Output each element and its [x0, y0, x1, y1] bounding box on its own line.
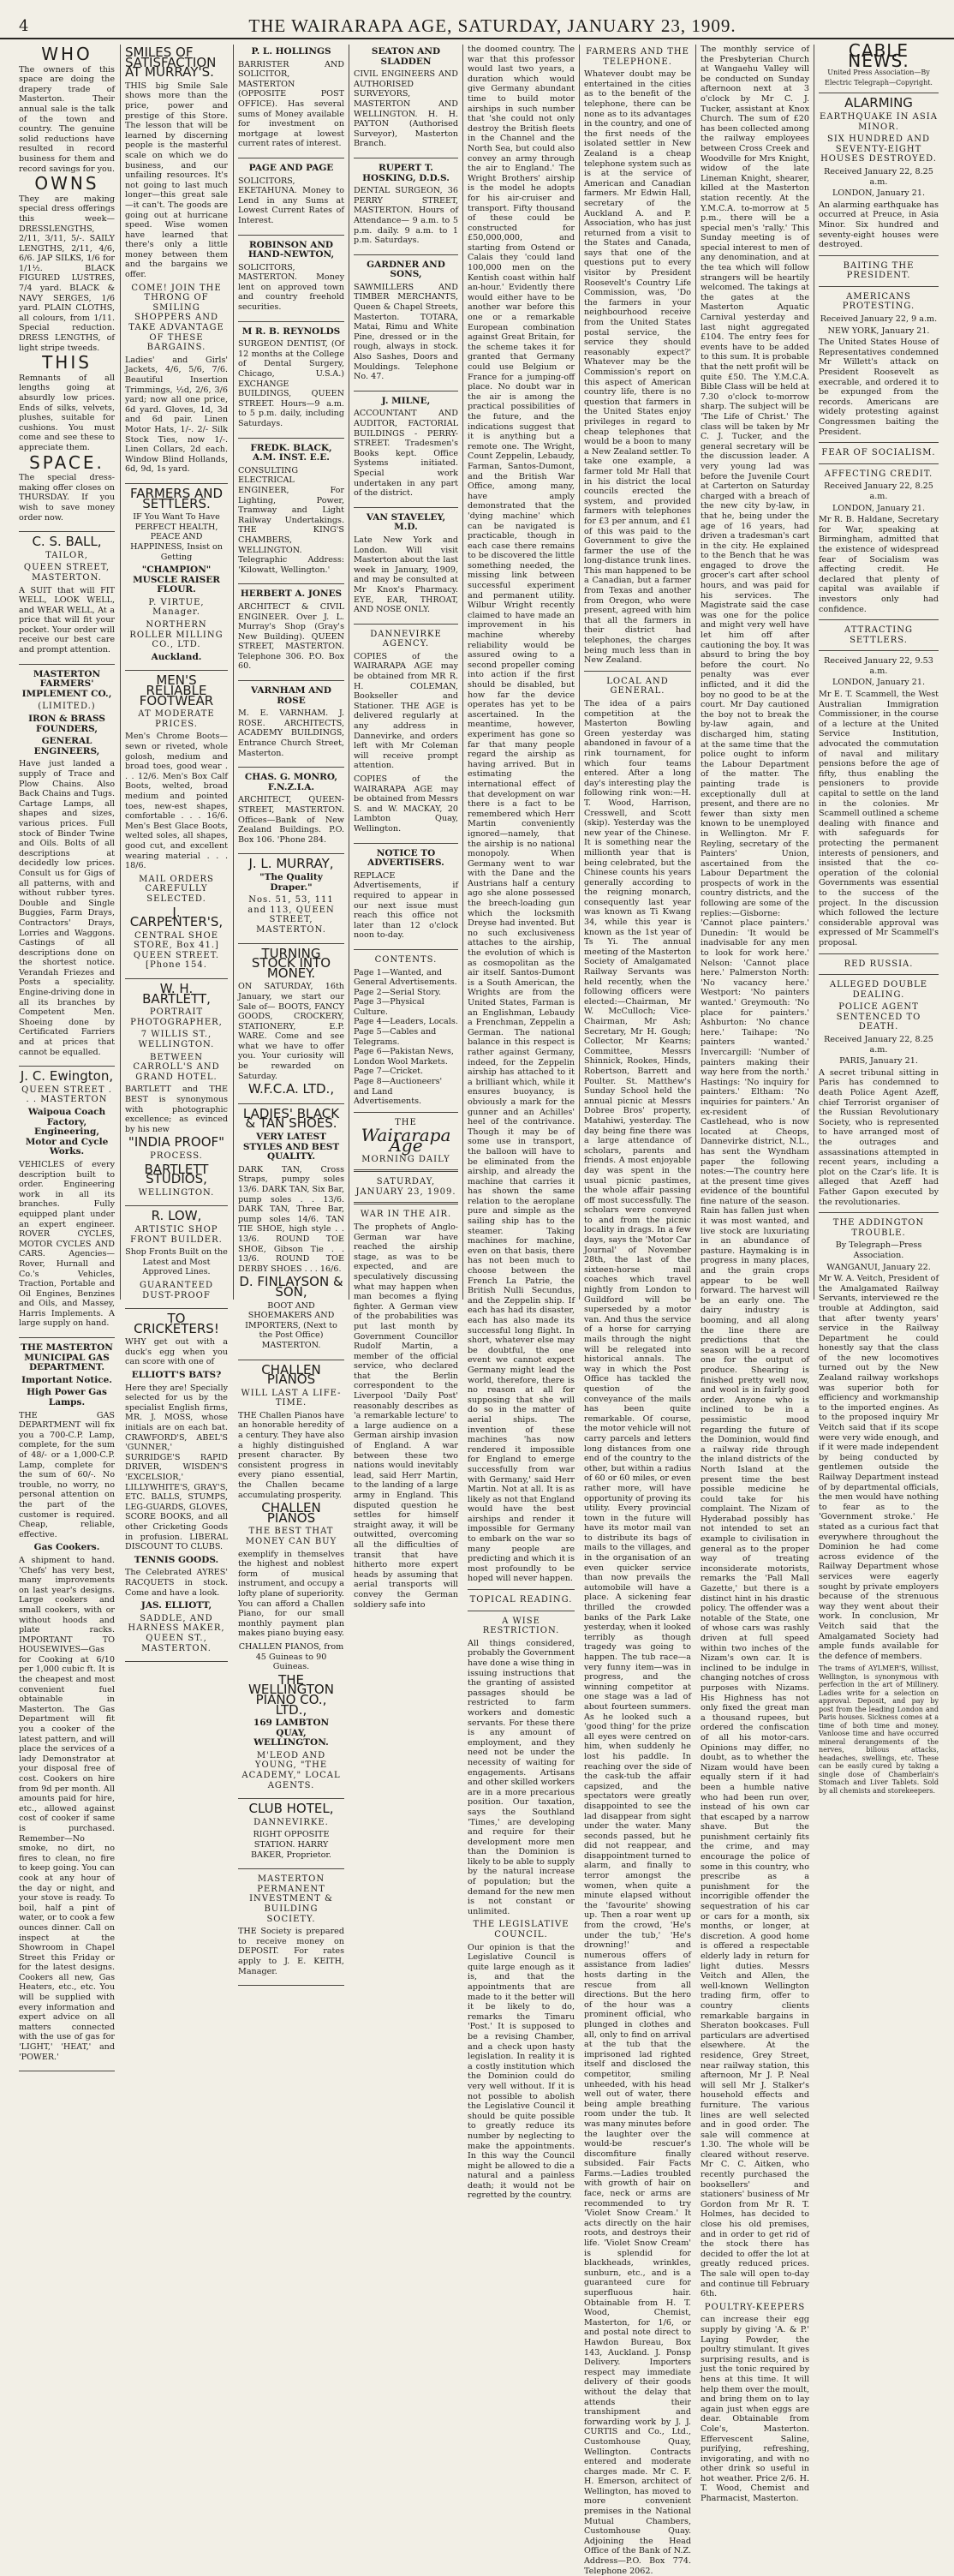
advert-note: MAIL ORDERS CAREFULLY SELECTED. [139, 874, 214, 904]
advert-note: GUARANTEED DUST-PROOF [139, 1280, 214, 1300]
dentist-advert [238, 327, 344, 439]
article-text: An alarming earthquake has occurred at Preuce, in Asia Minor. Six hundred and seventy-eight houses were destroyed. [819, 200, 939, 250]
editorial-nameplate [354, 1118, 458, 1205]
dateline: LONDON, January 21. [832, 188, 926, 199]
headline: SPACE. [29, 451, 104, 473]
advert-text: The Celebrated AYRES' RACQUETS in stock. Come and have a look. [125, 1568, 228, 1598]
subheading: POLICE AGENT SENTENCED TO DEATH. [836, 1002, 921, 1032]
piano-advert [238, 1361, 344, 1800]
headline: MEN'S RELIABLE FOOTWEAR [139, 672, 214, 708]
advertiser-name: THE MASTERTON MUNICIPAL GAS DEPARTMENT. [21, 1342, 113, 1373]
advertiser-name: W.F.C.A. LTD., [247, 1081, 335, 1097]
subheading: VERY LATEST STYLES AND BEST QUALITY. [242, 1132, 340, 1162]
advertiser-name: R. LOW, [151, 1208, 202, 1224]
agency-notice [354, 630, 458, 844]
advertiser-address: Nos. 51, 53, 111 and 113, QUEEN STREET, MASTERTON. [247, 895, 335, 935]
article-text: Mr E. T. Scammell, the West Australian Immigration Commissioner, in the course of a lecture at the United Service Institution, advocated the commutation of naval and military pensions before the age of fifty, thus enabling the pensioners to provide capital to settle on the land in the colonies. Mr Scammell outlined a scheme dealing with finance and with safeguards for protecting the permanent interests of pensioners, and insisted that the co-operation of the colonial Governments was essential to the success of the project. In the discussion which followed the lecture considerable approval was expressed of Mr Scammell's proposal. [819, 690, 939, 947]
advertiser-trade: PORTRAIT PHOTOGRAPHER, [130, 1007, 223, 1027]
architect-advert [238, 589, 344, 681]
flour-advert [125, 485, 228, 672]
column-rule [579, 45, 580, 1300]
advert-text: Here they are! Specially selected for us by the specialist English firms, MR. J. MOSS, whose initials are on each bat. CRAWFORD'S, ABEL'S 'GUNNER,' SURRIDGE'S RAPID DRIVER, WISDEN'S 'EXCELSIOR,' LILLYWHITE'S, GRAY'S, ETC. BALLS, STUMPS, LEG-GUARDS, GLOVES, SCORE BOOKS, and all other Cricketing Goods in profusion. LIBERAL DISCOUNT TO CLUBS. [125, 1383, 228, 1552]
advertiser-address: QUEEN STREET, MASTERTON. [23, 563, 110, 583]
headline: WHO [41, 44, 92, 64]
hotel-advert [238, 1801, 344, 1869]
subheading: PROCESS. [150, 1151, 203, 1161]
advert-text: exemplify in themselves the highest and noblest form of musical instrument, and occupy a lofty plane of superiority. You can afford a Challen Piano, for our small monthly payment plan makes piano buying easy. [238, 1549, 344, 1639]
advert-text: CIVIL ENGINEERS AND AUTHORISED SURVEYORS, MASTERTON AND WELLINGTON. H. H. PAYTON (Authorised Surveyor), Masterton Branch. [354, 69, 458, 149]
article-text: The United States House of Representatives condemned Mr Willett's attack on President Roosevelt as execrable, and ordered it to be expunged from the records. Americans are widely protesting against Congressmen baiting the President. [819, 338, 939, 437]
advert-text: ON SATURDAY, 16th January, we start our Sale of— BOOTS, FANCY GOODS, CROCKERY, STATIONERY, E.P. WARE. Come and see what we have to offer you. Your curiosity will be rewarded on Saturday. [238, 982, 344, 1081]
article-text: All things considered, probably the Government have done a wise thing in issuing instructions that the granting of assisted passages should be restricted to farm workers and domestic servants. For these there is any amount of employment, and they need not be under the necessity of waiting for engagements. Artisans and other skilled workers are in a more precarious position. Our taxation, says the Southland 'Times,' are developing and require for their development more men than the Dominion is likely to be able to supply by the natural increase of population; but the demand for the new men is not constant or unlimited. [468, 1638, 575, 1916]
advert-text: SOLICITORS, EKETAHUNA. Money to Lend in any Sums at Lowest Current Rates of Interest. [238, 176, 344, 225]
advert-text: SURGEON DENTIST, (Of 12 months at the College of Dental Surgery, Chicago, U.S.A.) EXCHANGE BUILDINGS, QUEEN STREET. Hours—9 a.m. to 5 p.m. daily, including Saturdays. [238, 339, 344, 428]
tailor-advert [19, 534, 115, 665]
subheading: Gas Cookers. [33, 1542, 100, 1553]
article-text: Mr W. A. Veitch, President of the Amalgamated Railway Servants, interviewed re the trouble at Addington, said that after twenty years' service in the Railway Department he could honestly say that the class of the new locomotives turned out by the New Zealand railway workshops was superior both for efficiency and workmanship to the imported engines. As to the proposed inquiry Mr Veitch said that if its scope were very wide enough, and if it were made independent by being conducted by gentlemen outside the Railway Department instead of by departmental officials, the men would have nothing to fear as to the 'Government stroke.' He stated as a curious fact that everywhere throughout the Dominion he had come across evidence of the Railway Department whose services were eagerly sought by private employers because of the strenuous way they went about their work. In conclusion, Mr Veitch said that the Amalgamated Society had ample funds available for the defence of members. [819, 1274, 939, 1661]
advert-text: M. E. VARNHAM. J. ROSE. ARCHITECTS, ACADEMY BUILDINGS, Entrance Church Street, Masterton. [238, 708, 344, 758]
nameplate-the: THE [395, 1117, 417, 1127]
advertiser-name: MASTERTON FARMERS' IMPLEMENT CO., [21, 668, 112, 699]
solicitor-advert [238, 241, 344, 322]
advertiser-name: VAN STAVELEY, M.D. [366, 511, 446, 533]
advert-text: CHALLEN PIANOS, from 45 Guineas to 90 Guineas. [238, 1641, 344, 1672]
advert-text: CONSULTING ELECTRICAL ENGINEER, For Lighting, Power, Tramway and Light Railway Undertakings. THE KING'S CHAMBERS, WELLINGTON. Telegraphic Address: 'Kilowatt, Wellington.' [238, 465, 344, 575]
solicitor-advert [238, 164, 344, 236]
advertisers-notice [354, 849, 458, 950]
agents: M'LEOD AND YOUNG, "THE ACADEMY," LOCAL AGENTS. [241, 1750, 341, 1790]
studio-name: BARTLETT STUDIOS, [144, 1161, 209, 1187]
advertiser-name: CLUB HOTEL, [248, 1801, 334, 1817]
article-text: Whatever doubt may be entertained in the cities as to the benefit of the telephone, there can be none as to its advantages in the country, and one of the first needs of the isolated settler in New Zealand is a cheap telephone system such as is at the service of American and Canadian farmers. Mr Edwin Hall, secretary of the Auckland A. and P. Association, who has just returned from a visit to the States and Canada, says that one of the questions put to every visitor by President Roosevelt's Country Life Commission, was, 'Do the farmers in your neighbourhood receive from the United States postal service, the service they should reasonably expect?' Whatever may be the Commission's report on this aspect of American country life, there is no question that farmers in the United States enjoy privileges in regard to cheap telephones that would be a boon to many a New Zealand settler. To take one example, a farmer told Mr Hall that in his district the local councils erected the system, and provided farmers with telephones for £3 per annum, and £1 of this was paid to the Government to give the farmer the use of the long-distance trunk lines. This man happened to be a Canadian, but a farmer from Texas and another from Oregon, who were present, agreed with him that all the farmers in their district had telephones, the charges being much less than in New Zealand. [584, 69, 691, 666]
column-8 [819, 40, 939, 1795]
advertiser-name: GARDNER AND SONS, [367, 259, 445, 280]
advertiser-trade: GENERAL ENGINEERS, [33, 736, 100, 756]
notice-title: NOTICE TO ADVERTISERS. [367, 847, 444, 869]
nameplate: Wairarapa Age [361, 1125, 451, 1156]
advertiser-name: VARNHAM AND ROSE [251, 685, 331, 706]
advertiser-trade: ARTISTIC SHOP FRONT BUILDER. [130, 1224, 223, 1245]
advertiser-address: BETWEEN CARROLL'S AND GRAND HOTEL. [133, 1052, 220, 1082]
headline: OWNS [34, 173, 99, 194]
advertiser-name: ROBINSON AND HAND-NEWTON, [247, 239, 335, 260]
advert-text: SAWMILLERS AND TIMBER MERCHANTS, Queen & Chapel Streets, Masterton. TOTARA, Matai, Rimu and White Pine, dressed or in the rough, always in stock. Also Sashes, Doors and Mouldings. Telephone No. 47. [354, 282, 458, 382]
advert-text: RIGHT OPPOSITE STATION. HARRY BAKER, Proprietor. [251, 1830, 331, 1860]
page-number: 4 [19, 17, 29, 35]
advertiser-name: P. L. HOLLINGS [251, 46, 331, 57]
place: WELLINGTON. [138, 1187, 215, 1198]
advertiser-name: THE WELLINGTON PIANO CO., LTD., [248, 1671, 334, 1718]
subheading: WILL LAST A LIFE-TIME. [241, 1388, 342, 1408]
column-rule [462, 45, 463, 1300]
sale-advert [238, 945, 344, 1104]
shop-front-advert [125, 1208, 228, 1309]
advertiser-name: J. L. MURRAY, [248, 856, 334, 872]
notice-text: COPIES of the WAIRARAPA AGE may be obtained from MR R. H. COLEMAN, Bookseller and Stationer. THE AGE is delivered regularly at any address in Dannevirke, and orders left with Mr Coleman will receive prompt attention. [354, 651, 458, 771]
product-name: "CHAMPION" MUSCLE RAISER FLOUR. [133, 565, 220, 595]
headline: CHALLEN PIANOS [261, 1500, 321, 1526]
cricket-advert [125, 1311, 228, 1662]
column-4 [354, 45, 458, 1610]
advert-text: They are making special dress offerings this week— DRESSLENGTHS, 2/11, 3/11, 5/-. SAILY LENGTHS, 2/11, 4/6, 6/6. JAP SILKS, 1/6 for 1/1½. BLACK FIGURED LUSTRES, 7/4 yard. BLACK & NAVY SERGES, 1/6 yard. PLAIN CLOTHS, all colours, from 1/11. Special reduction. DRESS LENGTHS, of light stripe tweeds. [19, 194, 115, 353]
article-text: the doomed country. The war that this professor would last two years, a duration which would give Germany abundant time to build motor airships in such number that 'she could not only destroy the British fleets in the Channel and the North Sea, but could also convey an army through the air to England.' The Wright Brothers' airship is the model he adopts for his air-cruiser and transport. Fifty thousand of these could be constructed for £50,000,000, and starting from Ostend or Calais they 'could land 100,000 men on the Kentish coast within half an-hour.' Evidently there would either have to be another war before this one or a remarkable European combination against Great Britain, for the scheme takes it for granted that Germany could use Belgium or France for a jumping-off place. No doubt war in the air is among the practical possibilities of the future, and the indications suggest that it is anything but a remote one. The Wright, Count Zeppelin, Lebaudy, Farman, Santos-Dumont, and the British War Office, among many, have amply demonstrated that the 'dying machine' which can be navigated is practicable, though in each case there remains to be discovered the little something needed, the missing link between successful experiment and permanent utility. Wilbur Wright recently claimed to have made an improvement in his machine whereby reliability would be assured owing to a second propeller coming into action if the first should be disabled, but how far the device operates has yet to be ascertained. In the meantime, however, experiment has gone so far that many people regard the airship as having arrived. But in estimating the international effect of that development on war there is a fact to be remembered which Herr Martin conveniently ignored—namely, that the airship is no national monopoly. When Germany went to war with the Dane and the Austrians half a century ago she alone possessed the breech-loading gun which the locksmith Dreyse had invented. But no such exclusiveness attaches to the airship, the evolution of which is as cosmopolitan as the air itself. Santos-Dumont is a South American, the Wrights are from the United States, Farman is an Englishman, Lebaudy a Frenchman, Zeppelin a German. The national balance in this respect is rather against Germany, indeed, for the Zeppelin airship has attached to it a brilliant which, while it ensures buoyancy, is obviously a mark for the gunner and an Achilles' heel of the contrivance. Though it may be of some use in transport, the balloon will have to be eliminated from the airship, and already the machine that carries it has shown the same relation to the aeroplane pure and simple as the sailing ship has to the steamer. Taking machines for machine, even on that basis, there has not been much to choose between the French La Patrie, the British Nulli Secundus, and the Zeppelin ship. If each has had its disaster, each has also made its successful long flight. In short, whatever else may be doubtful, the one event we cannot expect Germany might lead the world, therefore, there is no reason at all for supposing that she will do so in the matter of aerial ships. The invention of these machines 'has now rendered it impossible for England to emerge successfully from war with Germany,' said Herr Martin. Not at all. It is as likely as not that England would have the best airships and render it impossible for Germany to embark on the war so many people are predicting and which it is most profoundly to be hoped will never happen. [468, 45, 575, 1584]
gas-advert [19, 1343, 115, 2071]
subheading: POULTRY-KEEPERS [704, 2302, 806, 2312]
architect-advert [238, 686, 344, 768]
advert-text: The special dress-making offer closes on THURSDAY. If you wish to save money order now. [19, 473, 115, 523]
contents-item: Page 4—Leaders, Locals. [354, 1017, 458, 1027]
advert-text: BOOT AND SHOEMAKERS AND IMPORTERS, (Next to the Post Office) MASTERTON. [245, 1300, 337, 1350]
advertiser-name: HERBERT A. JONES [240, 589, 343, 600]
contents-box [354, 955, 458, 1113]
nameplate-sub: MORNING DAILY [361, 1154, 450, 1164]
headline: BAITING THE PRESIDENT. [843, 260, 915, 281]
advert-text: WHY get out with a duck's egg when you can score with one of [125, 1337, 228, 1367]
footwear-advert [125, 672, 228, 979]
advert-text: SOLICITORS, MASTERTON. Money lent on approved town and country freehold securities. [238, 262, 344, 313]
accountant-advert [354, 397, 458, 508]
drapery-advert [19, 44, 116, 532]
dateline: PARIS, January 21. [839, 1056, 918, 1067]
received-line: Received January 22, 9.53 a.m. [824, 656, 933, 676]
advert-text: Have just landed a supply of Trace and Plow Chains. Also Back Chains and Tugs. Cartage Lamps, all shapes and sizes, various prices. Full stock of Binder Twine and Oils. Bolts of all descriptions at decidedly low prices. Consult us for Gigs of all patterns, with and without rubber tyres. Double and Single Buggies, Farm Drays, Contractors' Drays, Lorries and Waggons. Castings of all descriptions done on the shortest notice. Verandah Friezes and Posts a speciality. Engine-driving done in all its branches by Competent Men. Shoeing done by Certificated Farriers and at prices that cannot be equalled. [19, 759, 115, 1057]
column-1 [19, 44, 116, 2062]
advert-text: THIS big Smile Sale shows more than the price, power and prestige of this Store. The lesson that will be learned by discerning people is the masterful scale on which we do business, and our unfailing resources. It's not going to last much longer—this great sale—it can't. The goods are going out at hurricane speed. Wise women have learned that there's only a little money between them and the bargains we offer. [125, 81, 228, 280]
contents-item: Page 1—Wanted, and General Advertisements. [354, 967, 457, 988]
murray-advert [125, 45, 228, 484]
headline: SMILES OF SATISFACTION AT MURRAY'S. [125, 45, 217, 81]
advert-text: DENTAL SURGEON, 36 PERRY STREET, MASTERTON. Hours of Attendance— 9 a.m. to 5 p.m. daily. 9 a.m. to 1 p.m. Saturdays. [354, 186, 458, 246]
place: Auckland. [151, 651, 202, 662]
advertiser-trade: TAILOR, [45, 550, 88, 560]
dateline: LONDON, January 21. [832, 503, 926, 513]
shoe-advert [238, 1105, 344, 1360]
contents-item: Page 2—Serial Story. [354, 987, 442, 997]
sawmill-advert [354, 260, 458, 391]
section-title: CABLE NEWS. [848, 40, 909, 71]
contents-item: Page 3—Physical Culture. [354, 997, 425, 1017]
dentist-advert [354, 164, 458, 255]
headline: EARTHQUAKE IN ASIA MINOR. [820, 111, 938, 132]
advertiser-name: C. S. BALL, [32, 534, 102, 550]
solicitor-advert [238, 47, 344, 158]
draper-advert [238, 856, 344, 943]
headline: FEAR OF SOCIALISM. [821, 448, 936, 458]
society-advert [238, 1874, 344, 1986]
subheading: Important Notice. [21, 1374, 112, 1385]
subheading: High Power Gas Lamps. [27, 1387, 107, 1408]
advert-text: ACCOUNTANT AND AUDITOR, FACTORIAL BUILDINGS - PERRY-STREET. Tradesmen's Books kept. Office Systems initiated. Special work undertaken in any part of the district. [354, 409, 458, 499]
advert-text: THE Society is prepared to receive money on DEPOSIT. For rates apply to J. E. KEITH, Manager. [238, 1927, 344, 1976]
article-text: Mr R. B. Haldane, Secretary for War, speaking at Birmingham, admitted that the existence of widespread fear of Socialism was affecting credit. He declared that plenty of capital was available if investors only had confidence. [819, 515, 939, 614]
advert-text: Late New York and London. Will visit Masterton about the last week in January, 1909, and may be consulted at Mr Knox's Pharmacy. EYE, EAR, THROAT, AND NOSE ONLY. [354, 535, 458, 615]
advert-text: BARTLETT and THE BEST is synonymous with photographic excellence; as evinced by his new [125, 1085, 228, 1134]
advert-text: The trams of AYLMER'S, Willisst, Wellington, is synonymous with perfection in the art of Millinery. Ladies write for a selection on approval. Deposit, and pay by post from the leading London and Paris houses. Sickness comes at a time of both time and money. Vanloose time and have occurred mineral derangements of the nerves, bilious attacks, headaches, swellings, etc. These can be easily cured by taking a single dose of Chamberlain's Stomach and Liver Tablets. Sold by all chemists and storekeepers. [819, 1665, 939, 1795]
advertiser-address: QUEEN STREET . . . MASTERTON [21, 1085, 112, 1105]
headline: TO CRICKETERS! [134, 1311, 219, 1336]
advertiser-name: J. C. Ewington, [20, 1068, 114, 1085]
article-title: FARMERS AND THE TELEPHONE. [586, 47, 689, 67]
article-text: The monthly service of the Presbyterian Church at Wangaehu Valley will be conducted on Sunday afternoon next at 3 o'clock by Mr C. J. Tucker, assistant at Knox Church. The sum of £20 has been collected among the railway employees between Cross Creek and Woodville for Mrs Knight, widow of the late Lineman Knight, shearer, killed at the Masterton station recently. At the Y.M.C.A. to-morrow at 5 p.m., there will be a special men's 'rally.' This Sunday meeting is of special interest to men of any denomination, and at the tea which will follow strangers will be heartily welcomed. The takings at the gates at the Masterton Aquatic Carnival yesterday and last night aggregated £104. The entry fees for events have to be added to this sum. It is probable that the nett profit will be quite £50. The Y.M.C.A. Bible Class will be held at 7.30 o'clock to-morrow sharp. The subject will be 'The Life of Christ.' The class will be taken by Mr C. J. Tucker, and the general secretary will be the discussion leader. A very young lad was before the Juvenile Court at Carterton on Saturday charged with a breach of the new city by-law, in that he, being under the age of 16 years, had driven a tradesman's cart in the city. He explained to the Bench that he was engaged to drove the grocer's cart after school hours, and was paid for his services. The Magistrate said the case was one for the police and might very well have let him off after cautioning the boy. It was absurd to bring the boy before the court. No penalty was ever inflicted, and it did the boy no good to be at the court. Mr Day cautioned the boy not to break the by-law again, and discharged him, stating at the same time that the police ought to inform the Labour Department of the matter. The painting trade is exceptionally dull at present, and there are no fewer than sixty men known to be unemployed in Wellington. Mr F. Reyling, secretary of the Painters' Union, ascertained from the Labour Department the prospects of work in the country districts, and the following are some of the replies:—Gisborne: 'Cannot place painters.' Dunedin: 'It would be inadvisable for any men to look for work here.' Nelson: 'Cannot place here.' Palmerston North: 'No vacancy here.' Westport: 'No painters wanted.' Greymouth: 'No place for painters.' Ashburton: 'No chance here.' Taihape: 'No painters wanted.' Invercargill: 'Number of painters making their way here from the north.' Hastings: 'No inquiry for painters.' Eltham: 'No inquiries for painters.' An ex-resident of Castlehead, who is now located at Cheops, Dannevirke district, N.L., has sent the Wyndham paper the following notes:—The country here at the present time gives evidence of the bountiful fine nature of the season. Rain has fallen just when it was most wanted, and live stock are luxuriating in an abundance of pasture. Haymaking is in progress in many places, and the grain crops appear to be well forward. The harvest will be an early one. The dairy industry is booming, and all along the line there are predictions that the season will be a record one for the output of produce. Shearing is finished pretty well now, and wool is in fairly good order. Anyone who is inclined to be in a pessimistic mood regarding the future of the Dominion, would find a railway ride through the inland districts of the North Island at the present time the best possible medicine he could take for his complaint. The Nizam of Hyderabad possibly has not intended to set an example to civilisation in general as to the proper way of treating inconsiderate motorists, remarks the 'Pall Mall Gazette,' but there is a distinct hint in his drastic policy. The offender was a notable of the State, one of whose cars was rashly driven at full speed within two inches of the Nizam's own car. It is inclined to be indulge in changing notches of cross purposes with Nizams. His Highness has not only fixed the great man a thousand rupees, but ordered the confiscation of all his motor-cars. Opinions may differ, no doubt, as to whether the Nizam would have been equally stern if it had been a humble native who had been run over, instead of his own car that escaped by a narrow shave. But the punishment certainly fits the crime, and may encourage the police of some in this country, who prescribe as a punishment for the incorrigible offender the sequestration of his car or cars for a month, six months, or longer, at discretion. A good home is offered a respectable elderly lady in return for light duties. Messrs Veitch and Allen, the well-known Wellington trading firm, offer to country clients remarkable bargains in Sheraton bookcases. Full particulars are advertised elsewhere. At the residence, Grey Street, near railway station, this afternoon, Mr J. P. Neal will sell Mr J. Stalker's household effects and furniture. The various lines are well selected and in good order. The sale will commence at 1.30. The whole will be cleared without reserve. Mr C. C. Aitken, who recently purchased the booksellers' and stationers' business of Mr Gordon from Mr R. T. Holmes, has decided to close his old premises, and in order to get rid of the stock there has decided to offer the lot at greatly reduced prices. The sale will open to-day and continue till February 6th. [701, 45, 810, 2299]
doctor-advert [354, 513, 458, 625]
advert-text: A SUIT that will FIT WELL, LOOK WELL, and WEAR WELL, At a price that will fit your pocket. Your order will receive our best care and prompt attention. [19, 585, 115, 655]
article-title: WAR IN THE AIR. [360, 1210, 452, 1220]
byline: By Telegraph—Press Association. [835, 1240, 922, 1260]
photographer-advert [125, 981, 228, 1206]
advert-text: IF You Want To Have PERFECT HEALTH, PEACE AND HAPPINESS, Insist on Getting [130, 512, 223, 562]
article-title: THE LEGISLATIVE COUNCIL. [473, 1920, 569, 1940]
received-line: Received January 22, 8.25 a.m. [824, 1035, 933, 1055]
headline: ATTRACTING SETTLERS. [844, 625, 913, 645]
advertiser-name: W. H. BARTLETT, [142, 981, 211, 1007]
place: DANNEVIRKE. [253, 1817, 329, 1827]
advertiser-trade: Waipoua Coach Factory, Engineering, Motor and Cycle Works. [25, 1107, 109, 1157]
dateline: WANGANUI, January 22. [826, 1262, 931, 1272]
advert-text: ARCHITECT & CIVIL ENGINEER. Over J. L. Murray's Shop (Gray's New Building). QUEEN STREET, MASTERTON. Telephone 306. P.O. Box 60. [238, 601, 344, 672]
article-text: Our opinion is that the Legislative Council is quite large enough as it is, and that the appointments that are made to it the better will it be likely to do, remarks the Timaru 'Post.' It is supposed to be a revising Chamber, and a check upon hasty legislation. In reality it is a costly institution which the Dominion could do very well without. If it is not possible to abolish the Legislative Council it should be quite possible to greatly reduce its number by neglecting to make the appointments. In this way the Council might be allowed to die a natural and a painless death; it would not be regretted by the country. [468, 1942, 575, 2201]
subheading: TENNIS GOODS. [134, 1554, 219, 1565]
leader-article [354, 1210, 458, 1610]
architect-advert [238, 773, 344, 854]
subheading: AT MODERATE PRICES. [138, 709, 215, 729]
advert-text: The owners of this space are doing the drapery trade of Masterton. Their annual sale is the talk of the town and country. The genuine solid reductions have resulted in record business for them and record savings for you. [19, 64, 116, 174]
headline: RED RUSSIA. [844, 959, 914, 969]
newspaper-title: THE WAIRARAPA AGE, SATURDAY, JANUARY 23, 1909. [248, 15, 736, 36]
notice-text: COPIES of the WAIRARAPA AGE may be obtained from Messrs S. and W. MACKAY, 20 Lambton Quay, Wellington. [354, 774, 458, 834]
advertiser-name: CHAS. G. MONRO, F.N.Z.I.A. [244, 772, 338, 792]
notice-title: DANNEVIRKE AGENCY. [370, 629, 442, 649]
section-title: LOCAL AND GENERAL. [606, 676, 669, 696]
column-rule [120, 45, 121, 1300]
advert-text: A shipment to hand. 'Chefs' has very best, many improvements on last year's designs. Large cookers and small cookers, with or without hoods and plate racks. IMPORTANT TO HOUSEWIVES—Gas for Cooking at 6/10 per 1,000 cubic ft. It is the cheapest and most convenient fuel obtainable in Masterton. The Gas Department will fit you a cooker of the latest pattern, and will place the services of a lady Demonstrator at your disposal free of cost. Cookers on hire from 9d per month. All amounts paid for hire, etc., allowed against cost of cooker if same is purchased. Remember—No smoke, no dirt, no fires to clean, no fire to keep going. You can cook at any hour of the day or night, and your stove is ready. To boil, half a pint of water, or to cook a few ounces dinner. Call on inspect at the Showroom in Chapel Street this Friday or for the latest designs. Cookers all new, Gas Heaters, etc., etc. You will be supplied with every information and expert advice on all matters connected with the use of gas for 'LIGHT,' 'HEAT,' and 'POWER.' [19, 1555, 115, 2062]
company: NORTHERN ROLLER MILLING CO., LTD. [129, 620, 224, 650]
masthead [0, 0, 954, 39]
column-7 [701, 45, 810, 2504]
product-name: ELLIOTT'S BATS? [131, 1370, 222, 1381]
subheading: AFFECTING CREDIT. [824, 469, 933, 479]
advert-text: VEHICLES of every description built to order. Engineering work in all its branches. Fully equipped plant under an expert engineer. ROVER CYCLES, MOTOR CYCLES AND CARS. Agencies—Rover, Hurnall and Co.'s Vehicles, Traction, Portable and Oil Engines, Benzines and Oils, and Massey, Harris Implements. A large supply on hand. [19, 1159, 115, 1329]
surveyor-advert [354, 47, 458, 158]
issue-date: SATURDAY, JANUARY 23, 1909. [355, 1177, 456, 1197]
copyright-line: United Press Association—By Electric Telegraph—Copyright. [825, 69, 933, 87]
article-text: The idea of a pairs competition at the Masterton Bowling Green yesterday was abandoned in favour of a rink tournament, for which four teams entered. After a long day's interesting play the following rink won:—H. T. Wood, Harrison, Cresswell, and Scott (skip). Yesterday was the new year of the Chinese. It is something near the millionth year that is being celebrated, but the Chinese counts his years generally according to the reigning monarch, consequently last year was known as Ti Kwang 34, while this year is known as the 1st year of Ts Yi. The annual meeting of the Masterton Society of Amalgamated Railway Servants was held recently, when the following officers were elected:—Chairman, Mr W. McCulloch; Vice-Chairman, Mr Ash; Secretary, Mr H. Gough; Collector, Mr Kearns; Committee, Messrs Shinnick, Rookes, Hinds, Robertson, Barrett and Poulter. St. Matthew's Sunday School held the annual picnic at Messrs Dobree Bros' property, Matahiwi, yesterday. The day being fine there was a large attendance of scholars, parents and friends. A most enjoyable day was spent in the usual picnic pastimes, the whole affair passing off most successfully. The scholars were conveyed to and from the picnic locality in drags. In a few days, says the 'Motor Car Journal' of November 28th, the last of the sixteen-horse mail coaches which travel nightly from London to Guildford will be superseded by a motor van. And thus the service of a horse for carrying mails through the night will be relegated into historical annals. The way in which the Post Office has tackled the question of the conveyance of the mails has been quite remarkable. Of course, the motor vehicle will not carry parcels and letters long distances from one end of the country to the other, but within a radius of 60 or 60 miles, or even rather more, will have opportunity of proving its utility. Every provincial town in the future will have its motor mail van to distribute its bags of mails to the villages, and in the organisation of an even quicker service than now prevails the automobile will have a place. A sickening fear thrilled the crowded banks of the Park Lake yesterday, when it looked terribly as though tragedy was going to happen. The tub race—a very funny item—was in progress, and the winning competitor at one stage was a lad of about fourteen summers. As he looked such a 'good thing' for the prize all eyes were centred on him, when suddenly he lost his paddle. In reaching over the side of the cask-tub the affair capsized, and the spectators were greatly disappointed to see the lad disappear from sight under the water. Many seconds passed, but he did not reappear, and disappointment turned to alarm, and finally to terror amongst the women, when quite a minute elapsed without the 'favourite' showing up. Then a roar went up from the crowd, 'He's under the tub,' 'He's drowning!' and numerous offers of assistance from ladies' hosts darting in the rescue from all directions. But the hero of the hour was a prominent official, who plunged in clothes and all, only to find on arrival at the tub that the imprisoned lad righted itself and disclosed the competitor, smiling unheeded, with his head well out of water, there being ample breathing room under the tub. It was many minutes before the laughter over the would-be rescuer's discomfiture finally subsided. Fair Facts Farms.—Ladies troubled with growth of hair on face, neck or arms are recommended to try 'Violet Snow Cream.' It acts directly on the hair roots, and destroys their life. 'Violet Snow Cream' is splendid for blackheads, wrinkles, sunburn, etc., and is a guaranteed cure for superfluous hair. Obtainable from H. T. Wood, Chemist, Masterton, for 1/6, or and postal note direct to Hawdon Bureau, Box 143, Auckland. J. Ponsp Delivery. Importers respect may immediate delivery of their goods without the delay that attends their transhipment and forwarding work by J. J. CURTIS and Co., Ltd., Customhouse Quay, Wellington. Contracts entered and moderate charges made. Mr C. F. H. Emerson, architect of Wellington, has moved to more convenient premises in the National Mutual Chambers, Customhouse Quay. Adjoining the Head Office of the Bank of N.Z. Address—P.O. Box 774. Telephone 2062. [584, 699, 691, 2576]
advert-text: Ladies' and Girls' Jackets, 4/6, 5/6, 7/6. Beautiful Insertion Trimmings, ½d, 2/6, 3/6 yard; now all one price, 6d yard. Gloves, 1d, 3d and 6d pair. Linen Motor Hats, 1/-. 2/- Silk Stock Ties, now 1/-. Linen Collars, 2d each. Window Blind Hollands, 6d, 9d, 1s yard. [125, 355, 228, 475]
advert-text: THE GAS DEPARTMENT will fix you a 700-C.P. Lamp, complete, for the sum of 48/- or a 1,000-C.P. Lamp, complete for the sum of 60/-. No trouble, no worry, no personal attention on the part of the customer is required. Cheap, reliable, effective. [19, 1410, 115, 1539]
received-line: Received January 22, 9 a.m. [820, 314, 938, 325]
headline: ALARMING [844, 95, 913, 111]
received-line: Received January 22, 8.25 a.m. [824, 166, 933, 187]
section-title: TOPICAL READING. [469, 1595, 573, 1605]
advertiser-name: RUPERT T. HOSKING, D.D.S. [362, 162, 450, 183]
advertiser-name: PAGE AND PAGE [248, 162, 334, 173]
subheading: THE BEST THAT MONEY CAN BUY [245, 1527, 337, 1546]
advertiser-trade: IRON & BRASS FOUNDERS, [28, 714, 105, 734]
implement-advert [19, 670, 115, 1067]
advertiser-name: SEATON AND SLADDEN [371, 46, 441, 67]
advert-text: ARCHITECT, QUEEN-STREET, MASTERTON. Offices—Bank of New Zealand Buildings. P.O. Box 106. 'Phone 284. [238, 795, 344, 845]
article-title: A WISE RESTRICTION. [482, 1616, 560, 1636]
column-rule [695, 45, 696, 1300]
headline: THIS [42, 352, 92, 374]
headline: LADIES' BLACK & TAN SHOES. [242, 1105, 340, 1132]
notice-text: REPLACE Advertisements, if required to appear in our next issue must reach this office not later than 12 o'clock noon to-day. [354, 870, 458, 941]
contents-item: Page 6—Pakistan News, London Wool Markets. [354, 1047, 454, 1067]
product-name: "INDIA PROOF" [128, 1134, 225, 1151]
manager: P. VIRTUE, Manager. [148, 597, 205, 618]
slogan: "The Quality Draper." [259, 871, 323, 893]
subheading: AMERICANS PROTESTING. [842, 291, 915, 312]
received-line: Received January 22, 8.25 a.m. [824, 481, 933, 501]
advertiser-name: J. MILNE, [381, 395, 431, 406]
advertiser-address: SADDLE, AND HARNESS MAKER, QUEEN ST., MASTERTON. [128, 1613, 225, 1653]
article-text: The prophets of Anglo-German war have reached the airship stage, as was to be expected, and are speculatively discussing what may happen when man becomes a flying fighter. A German view of the probabilities was put last month by Government Councillor Rudolf Martin, a member of the official service, who declared that the Berlin correspondent to the Liverpool 'Daily Post' reasonably describes as 'a remarkable lecture' to a large audience on a German airship invasion of England. A war between these two nations would inevitably lead, said Herr Martin, to the landing of a large army in England. This disputed question he settles for himself straight away, it will be outwitted, overcoming all the difficulties of transit that have hitherto more expert heads by assuming that aerial transports will convey the German soldiery safe into [354, 1222, 458, 1610]
article-text: A secret tribunal sitting in Paris has condemned to death Police Agent Azeff, chief Terrorist organiser of the Russian Revolutionary Society, who is represented to have arranged most of the outrages and assassinations attempted in recent years, including a plot on the Czar's life. It is alleged that Azeff had Father Gapon executed by the revolutionaries. [819, 1067, 939, 1207]
advert-text: DARK TAN, Cross Straps, pumpy soles 13/6. DARK TAN, Six Bar, pump soles . . 13/6. DARK TAN, Three Bar, pump soles 14/6. TAN TIE SHOE, high style . . 13/6. ROUND TOE SHOE, Gibson Tie . . 13/6. ROUND TOE DERBY SHOES . . . 16/6. [238, 1164, 344, 1274]
column-2 [125, 45, 228, 1653]
column-5 [468, 45, 575, 2201]
advertiser-name: D. FINLAYSON & SON, [239, 1274, 343, 1300]
article-text: can increase their egg supply by giving 'A. & P.' Laying Powder, the poultry stimulant. It gives surprising results, and is just the tonic required by hens at this time. It will help them over the moult, and bring them on to lay again just when eggs are dear. Obtainable from Cole's, Masterton. Effervescent Saline, purifying, refreshing, invigorating, and with no other drink so useful in hot weather. Price 2/6. H. T. Wood, Chemist and Pharmacist, Masterton. [701, 2315, 809, 2504]
headline: FARMERS AND SETTLERS. [129, 485, 224, 511]
subheading: ALLEGED DOUBLE DEALING. [829, 980, 928, 1000]
column-rule [233, 45, 234, 1300]
advert-text: THE Challen Pianos have an honorable heredity of a century. They have also a highly distinguished present character. By consistent progress in every piano essential, the Challen became accumulating prosperity. [238, 1410, 344, 1500]
advertiser-address: 7 WILLIS ST., WELLINGTON. [138, 1030, 215, 1050]
advertiser-name: MASTERTON PERMANENT INVESTMENT & BUILDING SOCIETY. [249, 1874, 333, 1924]
advertiser-name: J. CARPENTER'S, [129, 904, 224, 930]
dateline: NEW YORK, January 21. [827, 326, 930, 336]
contents-item: Page 7—Cricket. [354, 1067, 424, 1077]
subheading: SIX HUNDRED AND SEVENTY-EIGHT HOUSES DESTROYED. [820, 134, 937, 164]
contents-item: Page 8—Auctioneers' and Land Advertisements. [354, 1077, 443, 1107]
advertiser-name: JAS. ELLIOTT, [140, 1600, 212, 1611]
advert-text: Men's Chrome Boots—sewn or riveted, whole golosh, medium and broad toes, good wear . . . 12/6. Men's Box Calf Boots, welted, broad medium and pointed toes, new-est shapes, comfortable . . . 16/6. Men's Best Glace Boots, welted soles, all shapes, good cut, and excellent wearing material . . . 18/6. [125, 732, 228, 871]
contents-item: Page 5—Cables and Telegrams. [354, 1027, 437, 1047]
advertiser-note: (LIMITED.) [38, 702, 96, 712]
dateline: LONDON, January 21. [832, 678, 926, 688]
advertiser-address: 169 LAMBTON QUAY, WELLINGTON. [253, 1718, 330, 1748]
advertiser-name: M R. B. REYNOLDS [241, 326, 341, 337]
headline: CHALLEN PIANOS [261, 1361, 321, 1388]
coach-factory-advert [19, 1068, 115, 1338]
contents-title: CONTENTS. [374, 954, 438, 965]
advert-text: Remnants of all lengths going at absurdly low prices. Ends of silks, velvets, plushes, suitable for cushions. You must come and see these to appreciate them. [19, 373, 115, 452]
column-6 [584, 45, 691, 2576]
headline: THE ADDINGTON TROUBLE. [832, 1218, 925, 1238]
advert-slogan: COME! JOIN THE THRONG OF SMILING SHOPPERS AND TAKE ADVANTAGE OF THESE BARGAINS. [128, 283, 224, 353]
engineer-advert [238, 444, 344, 585]
advert-text: BARRISTER AND SOLICITOR, MASTERTON (OPPOSITE POST OFFICE). Has several sums of Money available for investment on mortgage at lowest current rates of interest. [238, 59, 344, 149]
headline: TURNING STOCK INTO MONEY. [251, 945, 331, 981]
advertiser-address: CENTRAL SHOE STORE, Box 41.] QUEEN STREET. [Phone 154. [133, 930, 220, 971]
column-3 [238, 45, 344, 1976]
advert-text: Shop Fronts Built on the Latest and Most Approved Lines. [125, 1247, 228, 1277]
advertiser-name: FREDK. BLACK, A.M. INST. E.E. [250, 442, 332, 463]
